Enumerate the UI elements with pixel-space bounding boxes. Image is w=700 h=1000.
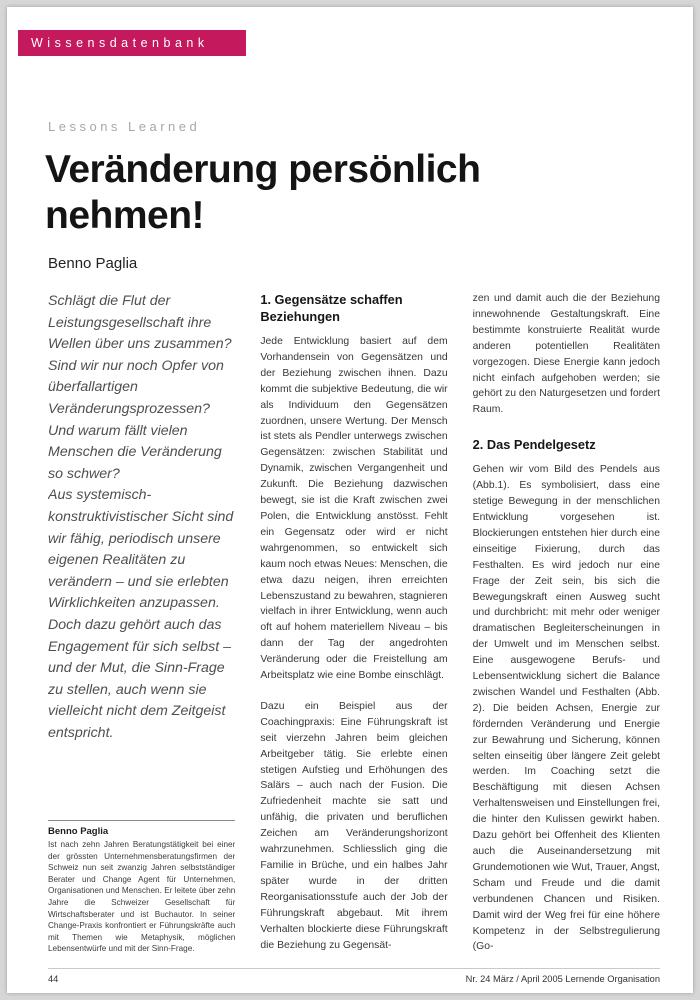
section-1-heading: 1. Gegensätze schaffen Beziehungen xyxy=(260,292,403,324)
page-footer xyxy=(48,968,660,984)
intro-paragraph-2: Aus systemisch-konstruktivistischer Sicht sind wir fähig, periodisch unsere eigenen Realitäten zu verändern – und sie erlebten Wirklichkeiten anzupassen. Doch dazu gehört auch das Engagement für sich selbst – und der Mut, die Sinn-Frage zu stellen, auch wenn sie vielleicht nicht dem Zeitgeist entspricht. xyxy=(48,487,234,741)
section-2-paragraph: Gehen wir vom Bild des Pendels aus (Abb.1). Es symbolisiert, dass eine stetige Bewegung in der menschlichen Entwicklung vorgesehen ist. Blockierungen entstehen hier durch eine einseitige Fixierung, durch das Festhalten. Es wird jedoch nur eine Frage der Zeit sein, bis sich die Bewegungskraft einen Ausweg sucht und durchbricht: mit mehr oder weniger dramatischen Begleiterscheinungen in der Umwelt und im Menschen selbst. Eine ausgewogene Berufs- und Lebensentwicklung sichert die Balance zwischen Wandel und Festhalten (Abb. 2). Die beiden Achsen, Energie zur fördernden Veränderung und Energie zur Bewahrung und Sicherung, können selten einseitig über längere Zeit gelebt werden. Im Coaching setzt die Beschäftigung mit diesen Achsen Verhaltensweisen und Einstellungen frei, die hinter den Kulissen gewirkt haben. Dazu gehört bei Offenheit des Klienten auch die Auseinandersetzung mit Grundemotionen wie Wut, Trauer, Angst, Scham und Freude und die damit verbundenen Chancen und Risiken. Damit wird der Weg frei für eine höhere Kompetenz in der Selbstregulierung (Go- xyxy=(472,464,660,953)
intro-paragraph-1: Schlägt die Flut der Leistungsgesellschaft ihre Wellen über uns zusammen? Sind wir nur noch Opfer von überfallartigen Veränderungsprozessen? Und warum fällt vielen Menschen die Veränderung so schwer? xyxy=(48,293,232,482)
intro-column xyxy=(48,291,235,955)
page-title: Veränderung persönlich nehmen! xyxy=(45,148,481,237)
intro-lead xyxy=(48,291,235,744)
magazine-page xyxy=(7,7,693,993)
bio-author-name: Benno Paglia xyxy=(48,826,109,838)
section-1-paragraph-1: Jede Entwicklung basiert auf dem Vorhandensein von Gegensätzen und der Beziehung zwischen ihnen. Dazu kommt die subjektive Bedeutung, die wir als Individuum den Gegensätzen zuordnen, unsere Wertung. Der Mensch ist stets als Pendler unterwegs zwischen Gegensätzen: zwischen Stabilität und Dynamik, zwischen Vergangenheit und Zukunft. Die Beziehung dazwischen bewegt, sie ist die Kraft zwischen zwei Polen, die Entwicklung anstösst. Fehlt ein Gegensatz oder wird er nicht wahrgenommen, so entwickelt sich kaum noch etwas Neues: Menschen, die etwa dazu neigen, ihren erreichten Lebenszustand zu bewahren, stagnieren vielfach in ihrer Entwicklung, wenn auch oft auf hohem materiellem Niveau – bis dann der Tag der angedrohten Veränderung oder die Freistellung am Arbeitsplatz wie eine Bombe einschlägt. xyxy=(260,336,448,682)
section-2-heading: 2. Das Pendelgesetz xyxy=(472,437,596,453)
body-column-1 xyxy=(260,291,447,955)
footer-issue-info: Nr. 24 März / April 2005 Lernende Organisation xyxy=(465,974,660,984)
section-1-paragraph-2: Dazu ein Beispiel aus der Coachingpraxis: Eine Führungskraft ist seit vierzehn Jahren beim gleichen Arbeitgeber tätig. Sie erlebte einen stetigen Aufstieg und Erhöhungen des Salärs – auch nach der Fusion. Die Zufriedenheit machte sie satt und unfähig, die privaten und beruflichen Zeichen am Veränderungshorizont wahrzunehmen. Schliesslich ging die Familie in Brüche, und ein halbes Jahr später wurde in der dritten Reorganisationsstufe auch der Job der Führungskraft abgebaut. Mit ihrem Verhalten blockierte diese Führungskraft die Beziehung zu Gegensät- xyxy=(260,700,448,951)
article-kicker: Lessons Learned xyxy=(48,119,201,134)
banner-label: Wissensdatenbank xyxy=(31,36,209,50)
wissensdatenbank-banner xyxy=(18,30,246,56)
bio-text: Ist nach zehn Jahren Beratungstätigkeit bei einer der grössten Unternehmensberatungsfirmen der Schweiz nun seit zwanzig Jahren selbstständiger Berater und Change Agent für Unternehmen, Organisationen und Menschen. Er leitete über zehn Jahre die Schweizer Gesellschaft für Wirtschaftsberater und ist Buchautor. In seiner Change-Praxis konfrontiert er Führungskräfte auch mit Themen wie Metaphysik, möglichen Lebensentwürfe und mit der Sinn-Frage. xyxy=(48,840,236,954)
author-byline: Benno Paglia xyxy=(48,255,138,272)
footer-page-number: 44 xyxy=(48,974,59,984)
author-bio xyxy=(48,820,235,955)
body-column-2 xyxy=(473,291,660,955)
section-1-continuation: zen und damit auch die der Beziehung innewohnende Gestaltungskraft. Eine bestimmte konstruierte Realität wurde anderen potentiellen Realitäten vorgezogen. Diese Energie kann jedoch nicht einfach aufgehoben werden; sie gehört zu den Naturgesetzen und fordert Raum. xyxy=(472,293,660,416)
article-columns xyxy=(48,291,660,955)
